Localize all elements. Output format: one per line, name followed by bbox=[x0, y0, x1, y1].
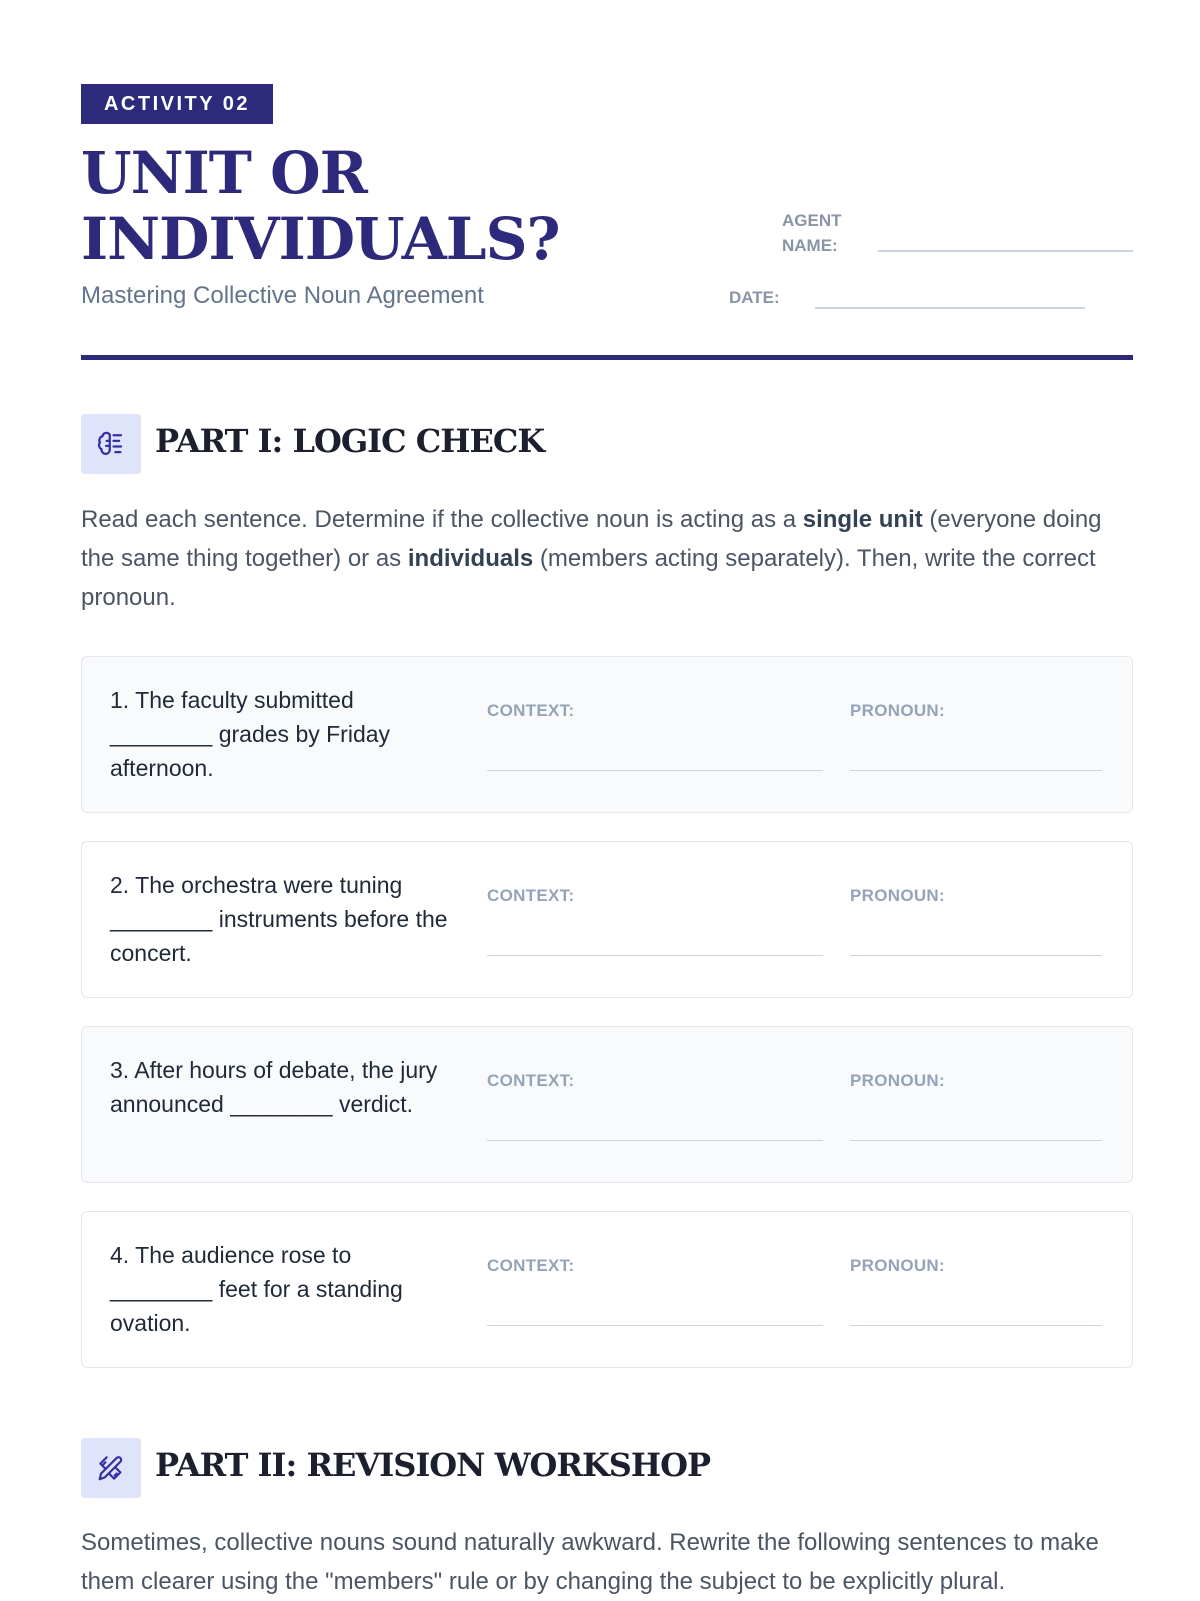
question-text: 4. The audience rose to ________ feet for a standing ovation. bbox=[110, 1242, 403, 1336]
context-label: CONTEXT: bbox=[487, 1256, 575, 1275]
pronoun-field[interactable] bbox=[850, 1325, 1102, 1326]
brain-icon bbox=[81, 414, 141, 474]
agent-name-field[interactable] bbox=[878, 250, 1133, 252]
question-item-4 bbox=[81, 1211, 1133, 1368]
header-divider bbox=[81, 355, 1133, 360]
question-item-1 bbox=[81, 656, 1133, 813]
part1-title: PART I: LOGIC CHECK bbox=[155, 422, 545, 460]
question-text: 1. The faculty submitted ________ grades by Friday afternoon. bbox=[110, 687, 391, 781]
worksheet-title bbox=[81, 140, 559, 272]
instr-text: (members acting separately). Then, write the correct pronoun. bbox=[81, 545, 1096, 611]
pronoun-field[interactable] bbox=[850, 770, 1102, 771]
title-line-1: UNIT OR bbox=[81, 139, 367, 207]
part1-heading bbox=[81, 414, 1133, 474]
question-item-3 bbox=[81, 1026, 1133, 1183]
question-item-2 bbox=[81, 841, 1133, 998]
question-text: 3. After hours of debate, the jury announced ________ verdict. bbox=[110, 1057, 438, 1117]
part2-instructions: Sometimes, collective nouns sound naturally awkward. Rewrite the following sentences to make them clearer using the "members" rule or by changing the subject to be explicitly plural. bbox=[81, 1529, 1099, 1595]
context-field[interactable] bbox=[487, 1140, 823, 1141]
instr-text: (everyone doing the same thing together) or as bbox=[81, 506, 1102, 572]
worksheet-subtitle: Mastering Collective Noun Agreement bbox=[81, 282, 484, 309]
activity-badge: ACTIVITY 02 bbox=[81, 84, 273, 124]
part1-instructions bbox=[81, 500, 1133, 617]
instr-bold-single-unit: single unit bbox=[802, 506, 923, 533]
part2-title: PART II: REVISION WORKSHOP bbox=[155, 1446, 711, 1484]
part2-heading bbox=[81, 1438, 1133, 1498]
question-text: 2. The orchestra were tuning ________ instruments before the concert. bbox=[110, 872, 448, 966]
pronoun-field[interactable] bbox=[850, 955, 1102, 956]
title-line-2: INDIVIDUALS? bbox=[81, 205, 560, 273]
pencil-ruler-icon bbox=[81, 1438, 141, 1498]
context-label: CONTEXT: bbox=[487, 886, 575, 905]
date-field[interactable] bbox=[815, 307, 1085, 309]
context-field[interactable] bbox=[487, 955, 823, 956]
pronoun-label: PRONOUN: bbox=[850, 1071, 945, 1090]
context-label: CONTEXT: bbox=[487, 701, 575, 720]
agent-name-label bbox=[782, 208, 842, 258]
pronoun-label: PRONOUN: bbox=[850, 1256, 945, 1275]
agent-label-line-2: NAME: bbox=[782, 236, 838, 255]
instr-text: Read each sentence. Determine if the collective noun is acting as a bbox=[81, 506, 803, 533]
pronoun-label: PRONOUN: bbox=[850, 701, 945, 720]
instr-bold-individuals: individuals bbox=[407, 545, 534, 572]
context-field[interactable] bbox=[487, 1325, 823, 1326]
pronoun-label: PRONOUN: bbox=[850, 886, 945, 905]
context-label: CONTEXT: bbox=[487, 1071, 575, 1090]
date-label: DATE: bbox=[729, 288, 780, 307]
agent-label-line-1: AGENT bbox=[782, 211, 842, 230]
pronoun-field[interactable] bbox=[850, 1140, 1102, 1141]
context-field[interactable] bbox=[487, 770, 823, 771]
